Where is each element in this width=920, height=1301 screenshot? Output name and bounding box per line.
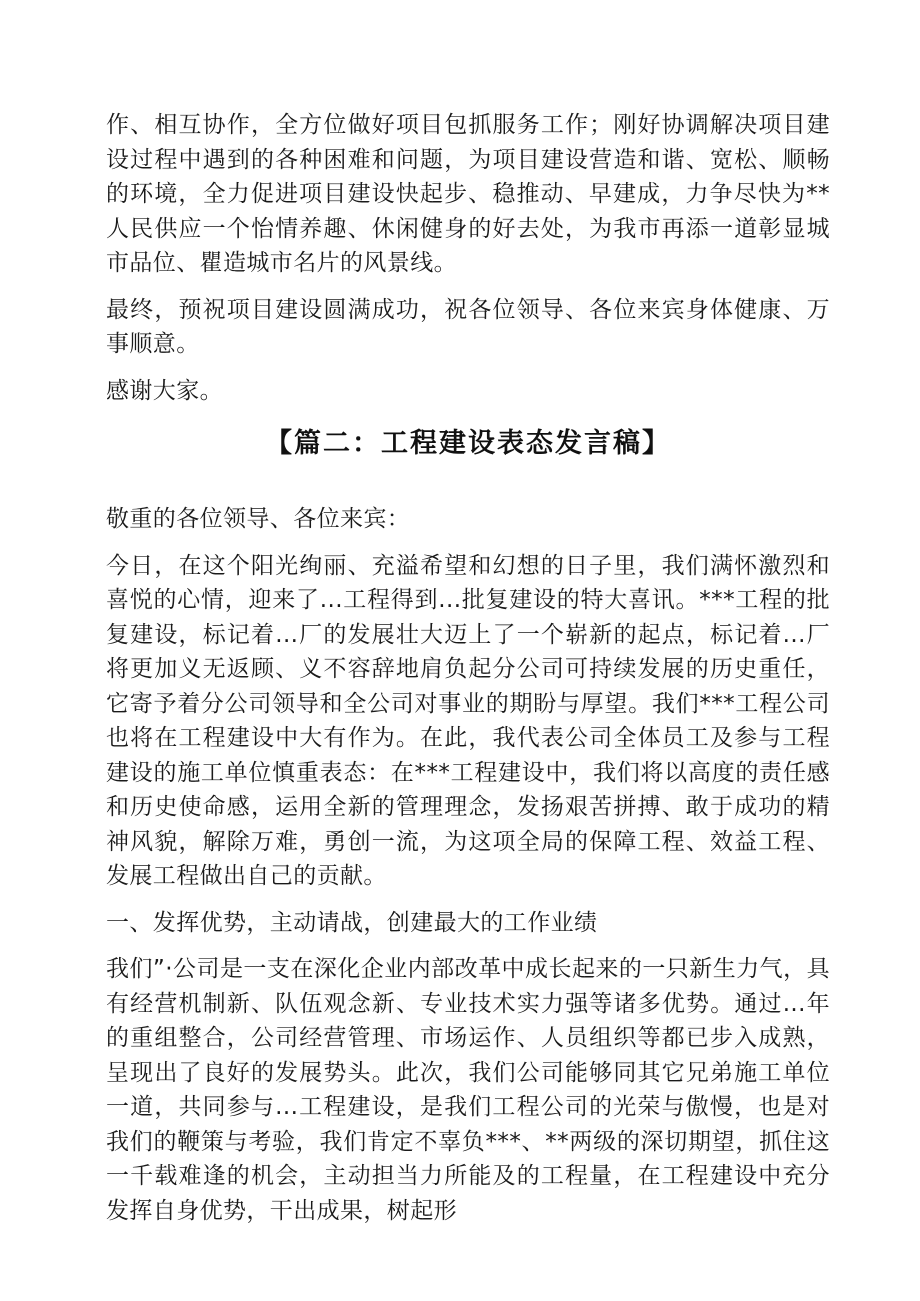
- section-heading: 【篇二：工程建设表态发言稿】: [265, 428, 671, 459]
- paragraph-gap: [106, 894, 830, 906]
- paragraph-company-advantages: 我们”·公司是一支在深化企业内部改革中成长起来的一只新生力气，具有经营机制新、队伍观念新、专业技术实力强等诸多优势。通过...年的重组整合，公司经营管理、市场运作、人员组织等都已步入成熟，呈现出了良好的发展势头。此次，我们公司能够同其它兄弟施工单位一道，共同参与...工程建设，是我们工程公司的光荣与傲慢，也是对我们的鞭策与考验，我们肯定不辜负***、**两级的深切期望，抓住这一千载难逢的机会，主动担当力所能及的工程量，在工程建设中充分发挥自身优势，干出成果，树起形: [106, 956, 830, 1224]
- paragraph-gap: [106, 362, 830, 374]
- paragraph-thanks: 感谢大家。: [106, 377, 223, 404]
- subheading-one: 一、发挥优势，主动请战，创建最大的工作业绩: [106, 909, 598, 936]
- paragraph-closing-wishes: 最终，预祝项目建设圆满成功，祝各位领导、各位来宾身体健康、万事顺意。: [106, 296, 830, 357]
- salutation: 敬重的各位领导、各位来宾：: [106, 506, 411, 532]
- paragraph-opening-statement: 今日，在这个阳光绚丽、充溢希望和幻想的日子里，我们满怀激烈和喜悦的心情，迎来了...工程得到...批复建设的特大喜讯。***工程的批复建设，标记着...厂的发展壮大迈上了一个崭新的起点，标记着...厂将更加义无返顾、义不容辞地肩负起分公司可持续发展的历史重任，它寄予着分公司领导和全公司对事业的期盼与厚望。我们***工程公司也将在工程建设中大有作为。在此，我代表公司全体员工及参与工程建设的施工单位慎重表态：在***工程建设中，我们将以高度的责任感和历史使命感，运用全新的管理理念，发扬艰苦拼搏、敢于成功的精神风貌，解除万难，勇创一流，为这项全局的保障工程、效益工程、发展工程做出自己的贡献。: [106, 552, 830, 889]
- paragraph-gap: [106, 408, 830, 424]
- paragraph-gap: [106, 940, 830, 952]
- document-page: [106, 108, 830, 1228]
- paragraph-continuation: 作、相互协作，全方位做好项目包抓服务工作；刚好协调解决项目建设过程中遇到的各种困难和问题，为项目建设营造和谐、宽松、顺畅的环境，全力促进项目建设快起步、稳推动、早建成，力争尽快为**人民供应一个怡情养趣、休闲健身的好去处，为我市再添一道彰显城市品位、瞿造城市名片的风景线。: [106, 112, 830, 276]
- heading-gap: [106, 464, 830, 502]
- paragraph-gap: [106, 281, 830, 293]
- paragraph-gap: [106, 537, 830, 549]
